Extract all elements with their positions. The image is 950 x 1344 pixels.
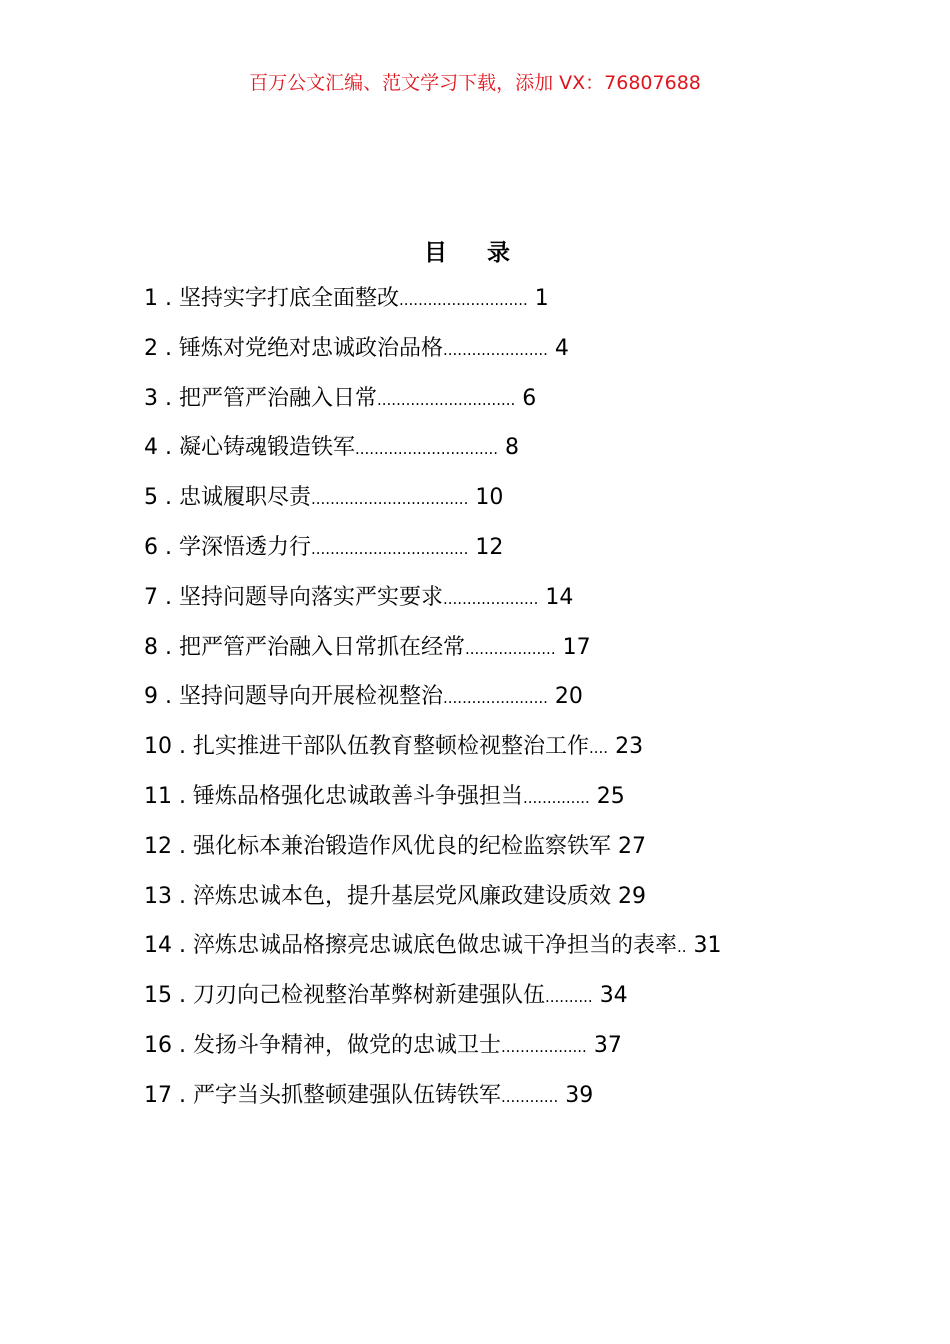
toc-entry-page: 4 — [554, 335, 569, 361]
toc-entry-page: 12 — [475, 534, 504, 560]
toc-entry-number: 5 — [144, 485, 158, 511]
toc-entry-title: 坚持问题导向落实严实要求 — [178, 584, 443, 610]
toc-entry-title: 忠诚履职尽责 — [178, 485, 311, 511]
watermark-banner: 百万公文汇编、范文学习下载，添加 VX：76807688 — [249, 72, 701, 94]
toc-entry-gap — [498, 435, 505, 460]
toc-entry[interactable] — [144, 1081, 722, 1131]
toc-entry-leader: ...................... — [443, 689, 548, 708]
toc-entry-gap — [548, 684, 555, 709]
toc-entry-gap — [556, 635, 563, 660]
toc-entry-title: 严字当头抓整顿建强队伍铸铁军 — [192, 1082, 501, 1108]
toc-entry-number: 6 — [144, 534, 158, 560]
toc-entry-separator: . — [158, 335, 179, 361]
toc-entry-page: 10 — [475, 485, 504, 511]
toc-entry-separator: . — [158, 634, 179, 660]
toc-entry[interactable] — [144, 483, 722, 533]
toc-entry-title: 发扬斗争精神，做党的忠诚卫士 — [192, 1032, 501, 1058]
toc-entry-title: 刀刃向己检视整治革弊树新建强队伍 — [192, 983, 545, 1009]
toc-entry-leader: .... — [589, 739, 609, 758]
toc-entry-number: 2 — [144, 335, 158, 361]
toc-entry-title: 学深悟透力行 — [178, 534, 311, 560]
toc-entry-title: 把严管严治融入日常抓在经常 — [178, 634, 465, 660]
table-of-contents — [144, 284, 722, 1131]
toc-entry-page: 37 — [593, 1032, 622, 1058]
toc-entry-separator: . — [172, 883, 193, 909]
toc-entry-leader: .......... — [545, 988, 593, 1007]
toc-entry-number: 8 — [144, 634, 158, 660]
toc-entry-separator: . — [172, 933, 193, 959]
toc-entry[interactable] — [144, 682, 722, 732]
toc-entry-separator: . — [172, 1082, 193, 1108]
toc-entry-page: 1 — [534, 286, 549, 311]
toc-entry-page: 39 — [565, 1082, 594, 1108]
toc-entry-number: 17 — [144, 1082, 172, 1108]
toc-entry-leader: ...................... — [443, 340, 548, 359]
toc-entry-number: 15 — [144, 983, 172, 1009]
toc-entry-separator: . — [158, 684, 179, 710]
toc-entry-separator: . — [158, 385, 179, 411]
toc-entry-title: 强化标本兼治锻造作风优良的纪检监察铁军 — [192, 833, 611, 859]
toc-entry-number: 14 — [144, 933, 172, 959]
toc-entry-number: 11 — [144, 783, 172, 809]
toc-entry[interactable] — [144, 533, 722, 583]
toc-entry-number: 4 — [144, 435, 158, 461]
toc-entry-page: 25 — [596, 783, 625, 809]
toc-entry-gap — [611, 834, 618, 859]
toc-entry[interactable] — [144, 334, 722, 384]
toc-entry-number: 9 — [144, 684, 158, 710]
toc-entry-leader: ................... — [465, 639, 556, 658]
toc-entry-title: 淬炼忠诚品格擦亮忠诚底色做忠诚干净担当的表率 — [192, 933, 677, 959]
toc-entry-page: 17 — [562, 634, 591, 660]
toc-entry-separator: . — [172, 783, 193, 809]
toc-entry-gap — [548, 336, 555, 361]
toc-entry-number: 12 — [144, 833, 172, 859]
toc-entry-page: 29 — [618, 883, 646, 909]
toc-entry-page: 23 — [615, 734, 644, 760]
toc-entry-number: 13 — [144, 883, 172, 909]
toc-entry[interactable] — [144, 832, 722, 882]
toc-entry[interactable] — [144, 732, 722, 782]
toc-entry[interactable] — [144, 633, 722, 683]
toc-entry-leader: .................... — [443, 589, 539, 608]
toc-entry-page: 6 — [522, 385, 537, 411]
toc-entry-gap — [528, 286, 535, 311]
toc-entry-gap — [687, 933, 694, 958]
toc-entry-page: 14 — [545, 584, 574, 610]
toc-entry-number: 1 — [144, 286, 158, 311]
toc-entry-gap — [590, 784, 597, 809]
toc-entry-title: 把严管严治融入日常 — [178, 385, 377, 411]
toc-entry-title: 坚持实字打底全面整改 — [178, 286, 399, 311]
toc-entry-leader: ........................... — [399, 291, 528, 309]
toc-entry-leader: ................................. — [311, 490, 469, 509]
toc-entry-leader: .................. — [501, 1037, 587, 1056]
toc-entry-leader: ............................. — [377, 390, 516, 409]
toc-entry[interactable] — [144, 284, 722, 334]
toc-entry-separator: . — [172, 983, 193, 1009]
toc-entry-separator: . — [158, 485, 179, 511]
toc-entry-leader: .. — [677, 938, 687, 957]
toc-entry-separator: . — [172, 1032, 193, 1058]
toc-entry-gap — [593, 983, 600, 1008]
toc-entry-title: 淬炼忠诚本色，提升基层党风廉政建设质效 — [192, 883, 611, 909]
toc-entry-separator: . — [158, 286, 179, 311]
toc-entry-separator: . — [172, 734, 193, 760]
toc-entry-number: 3 — [144, 385, 158, 411]
toc-entry-leader: .............................. — [355, 440, 499, 459]
toc-entry-title: 锤炼对党绝对忠诚政治品格 — [178, 335, 443, 361]
toc-entry-number: 7 — [144, 584, 158, 610]
toc-entry-gap — [587, 1033, 594, 1058]
toc-entry-number: 16 — [144, 1032, 172, 1058]
toc-entry-leader: .............. — [523, 788, 590, 807]
toc-entry-page: 31 — [693, 933, 722, 959]
toc-entry-leader: ................................. — [311, 539, 469, 558]
toc-entry[interactable] — [144, 782, 722, 832]
toc-entry-page: 27 — [618, 833, 646, 859]
toc-entry-number: 10 — [144, 734, 172, 760]
toc-entry-page: 34 — [599, 983, 628, 1009]
toc-entry-separator: . — [158, 534, 179, 560]
toc-entry-leader: ............ — [501, 1087, 559, 1106]
toc-entry-gap — [611, 884, 618, 909]
toc-entry[interactable] — [144, 433, 722, 483]
toc-entry[interactable] — [144, 583, 722, 633]
toc-title: 目 录 — [423, 240, 526, 266]
toc-entry-separator: . — [158, 584, 179, 610]
toc-entry[interactable] — [144, 1031, 722, 1081]
toc-entry-title: 扎实推进干部队伍教育整顿检视整治工作 — [192, 734, 589, 760]
toc-entry-title: 凝心铸魂锻造铁军 — [178, 435, 355, 461]
toc-entry[interactable] — [144, 384, 722, 434]
toc-entry[interactable] — [144, 931, 722, 981]
toc-entry-page: 20 — [554, 684, 583, 710]
toc-entry-title: 锤炼品格强化忠诚敢善斗争强担当 — [192, 783, 523, 809]
toc-entry-separator: . — [158, 435, 179, 461]
toc-entry[interactable] — [144, 981, 722, 1031]
toc-entry[interactable] — [144, 882, 722, 932]
toc-entry-separator: . — [172, 833, 193, 859]
toc-entry-title: 坚持问题导向开展检视整治 — [178, 684, 443, 710]
toc-entry-page: 8 — [505, 435, 520, 461]
